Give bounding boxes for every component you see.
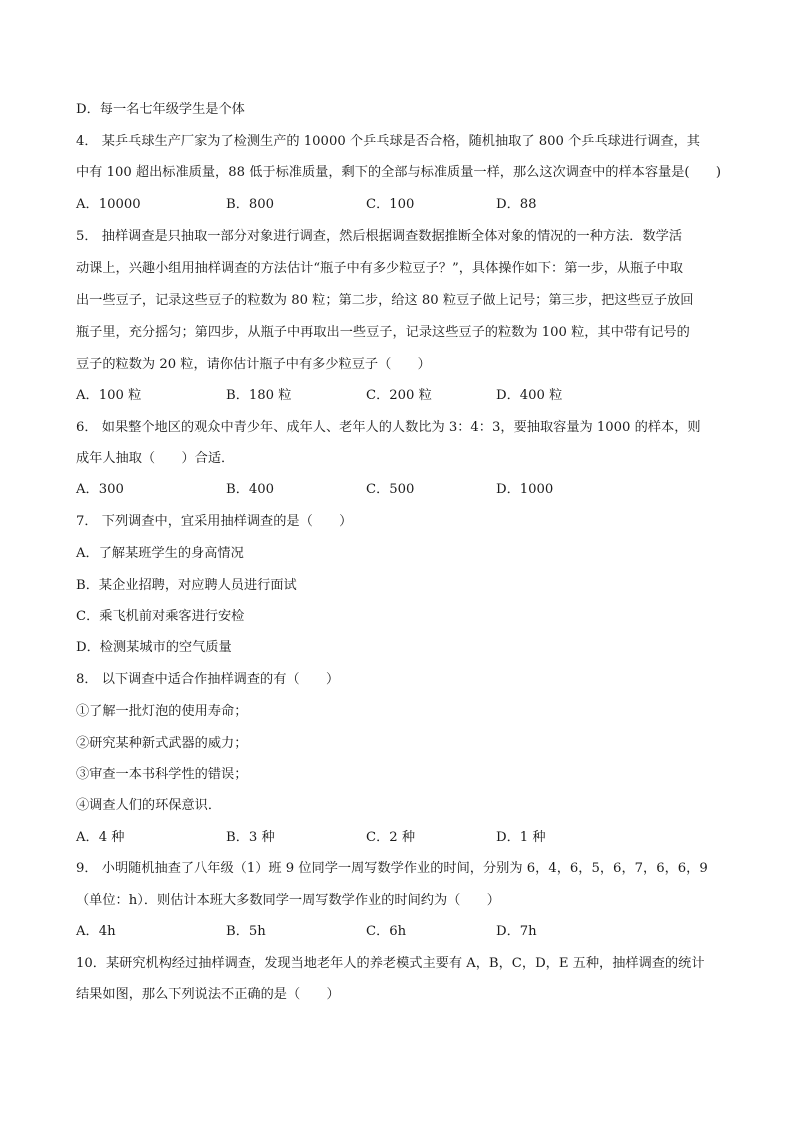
q10-stem-line-2: 结果如图，那么下列说法不正确的是（ ） bbox=[76, 987, 340, 1002]
q8-item-4: ④调查人们的环保意识． bbox=[76, 798, 222, 813]
q4-stem-line-1: 4． 某乒乓球生产厂家为了检测生产的 10000 个乒乓球是否合格，随机抽取了 800 个乒乓球进行调查，其 bbox=[76, 134, 700, 149]
q6-stem-line-1: 6． 如果整个地区的观众中青少年、成年人、老年人的人数比为 3：4：3，要抽取容量为 1000 的样本，则 bbox=[76, 420, 701, 435]
q4-option-d: D．88 bbox=[496, 197, 537, 212]
q8-item-2: ②研究某种新式武器的威力； bbox=[76, 736, 248, 751]
q5-option-a: A．100 粒 bbox=[76, 388, 142, 403]
q6-option-d: D．1000 bbox=[496, 482, 554, 497]
q5-stem-line-3: 出一些豆子，记录这些豆子的粒数为 80 粒；第二步，给这 80 粒豆子做上记号；第三步，把这些豆子放回 bbox=[76, 293, 694, 308]
q3-option-d: D．每一名七年级学生是个体 bbox=[76, 102, 245, 117]
q4-options bbox=[76, 195, 726, 215]
q7-choice-c: C．乘飞机前对乘客进行安检 bbox=[76, 609, 245, 624]
q8-option-b: B．3 种 bbox=[226, 830, 275, 845]
q4-option-b: B．800 bbox=[226, 197, 275, 212]
q7-choice-d: D．检测某城市的空气质量 bbox=[76, 640, 232, 655]
q6-options bbox=[76, 480, 726, 500]
q8-stem: 8． 以下调查中适合作抽样调查的有（ ） bbox=[76, 672, 340, 687]
q9-options bbox=[76, 922, 726, 942]
q5-stem-line-4: 瓶子里，充分摇匀；第四步，从瓶子中再取出一些豆子，记录这些豆子的粒数为 100 粒，其中带有记号的 bbox=[76, 325, 690, 340]
q9-stem-line-2: （单位：h）．则估计本班大多数同学一周写数学作业的时间约为（ ） bbox=[76, 893, 500, 908]
q8-option-c: C．2 种 bbox=[366, 830, 416, 845]
q8-option-d: D．1 种 bbox=[496, 830, 546, 845]
q7-choice-a: A．了解某班学生的身高情况 bbox=[76, 546, 244, 561]
q5-option-c: C．200 粒 bbox=[366, 388, 432, 403]
q4-option-c: C．100 bbox=[366, 197, 415, 212]
q8-options bbox=[76, 828, 726, 848]
q9-stem-line-1: 9． 小明随机抽查了八年级（1）班 9 位同学一周写数学作业的时间，分别为 6，4，6，5，6，7，6，6，9 bbox=[76, 861, 708, 876]
q7-choice-b: B．某企业招聘，对应聘人员进行面试 bbox=[76, 578, 297, 593]
q5-options bbox=[76, 386, 726, 406]
q8-item-3: ③审查一本书科学性的错误； bbox=[76, 767, 248, 782]
q10-stem-line-1: 10．某研究机构经过抽样调查，发现当地老年人的养老模式主要有 A，B，C，D，E 五种，抽样调查的统计 bbox=[76, 956, 705, 971]
q9-option-c: C．6h bbox=[366, 924, 407, 939]
q7-stem: 7． 下列调查中，宜采用抽样调查的是（ ） bbox=[76, 514, 353, 529]
q6-option-b: B．400 bbox=[226, 482, 275, 497]
q9-option-d: D．7h bbox=[496, 924, 537, 939]
q5-stem-line-5: 豆子的粒数为 20 粒，请你估计瓶子中有多少粒豆子（ ） bbox=[76, 357, 431, 372]
q5-option-b: B．180 粒 bbox=[226, 388, 292, 403]
q8-option-a: A．4 种 bbox=[76, 830, 125, 845]
q6-option-c: C．500 bbox=[366, 482, 415, 497]
q6-stem-line-2: 成年人抽取（ ）合适． bbox=[76, 451, 235, 466]
q5-option-d: D．400 粒 bbox=[496, 388, 563, 403]
q5-stem-line-2: 动课上，兴趣小组用抽样调查的方法估计“瓶子中有多少粒豆子？”，具体操作如下：第一步，从瓶子中取 bbox=[76, 261, 683, 276]
q6-option-a: A．300 bbox=[76, 482, 124, 497]
q8-item-1: ①了解一批灯泡的使用寿命； bbox=[76, 704, 248, 719]
q5-stem-line-1: 5． 抽样调查是只抽取一部分对象进行调查，然后根据调查数据推断全体对象的情况的一种方法．数学活 bbox=[76, 229, 683, 244]
q4-stem-line-2: 中有 100 超出标准质量，88 低于标准质量，剩下的全部与标准质量一样，那么这次调查中的样本容量是( ) bbox=[76, 165, 722, 180]
q4-option-a: A．10000 bbox=[76, 197, 141, 212]
q9-option-a: A．4h bbox=[76, 924, 116, 939]
q9-option-b: B．5h bbox=[226, 924, 266, 939]
